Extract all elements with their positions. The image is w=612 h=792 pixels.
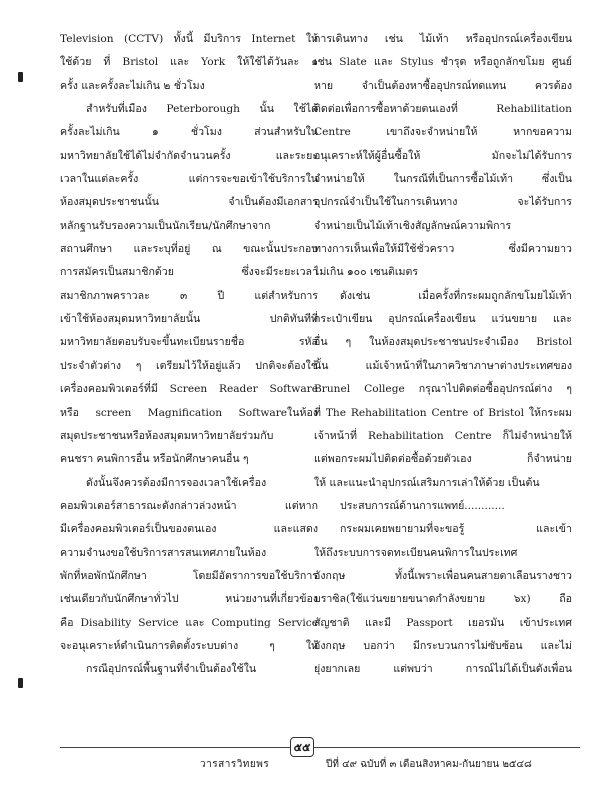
text-line: ประสบการณ์ด้านการแพทย์............ [340,499,505,512]
journal-title: วารสารวิทยพร [200,759,270,770]
text-line: กระผมเคยพยายามที่จะขอรู้ และเข้า [340,523,572,536]
text-line: สำหรับที่เมือง Peterborough นั้น ใช้ได้ [86,103,318,116]
text-line: จำหน่ายให้ ในกรณีที่เป็นการซื้อไม้เท้า ซึ่งเป็น [314,173,572,186]
margin-mark-bottom [18,678,23,688]
text-line: นั้น แม้เจ้าหน้าที่ในภาควิชาภาษาต่างประเทศของ [314,359,572,372]
text-line: ทางการเห็นเพื่อให้มีใช้ชั่วคราว ซึ่งมีความยาว [314,243,572,256]
footer-rule [60,747,580,748]
text-line: สมาชิกภาพคราวละ ๓ ปี แต่สำหรับการ [60,289,318,302]
right-column [314,28,572,682]
text-line: จะอนุเคราะห์ดำเนินการติดตั้งระบบต่าง ๆ ให้ [60,639,318,652]
text-line: Brunel College กรุณาไปติดต่อซื้ออุปกรณ์ต่าง ๆ [314,383,572,396]
text-line: สมุดประชาชนหรือห้องสมุดมหาวิทยาลัยร่วมกับ [60,429,274,442]
text-line: พักที่หอพักนักศึกษา โดยมีอัตราการขอใช้บริการ [60,569,318,582]
text-line: อื่น ๆ ในห้องสมุดประชาชนประจำเมือง Bristol [314,336,572,349]
text-line: ยุ่งยากเลย แต่พบว่า การณ์ไม่ได้เป็นดังเพื่อน [314,663,572,676]
text-line: ดังเช่น เมื่อครั้งที่กระผมถูกลักขโมยไม้เท้า [340,289,572,302]
text-line: แต่พอกระผมไปติดต่อซื้อด้วยตัวเอง ก็จำหน่าย [314,453,572,466]
text-line: อนุเคราะห์ให้ผู้อื่นซื้อให้ มักจะไม่ได้รับการ [314,149,572,162]
text-line: ความจำนงขอใช้บริการสารสนเทศภายในห้อง [60,546,267,559]
text-line: ให้ และแนะนำอุปกรณ์เสริมการเล่าให้ด้วย เป็นต้น [314,476,540,489]
left-column [60,28,318,682]
page-number: ๕๕ [290,737,314,757]
text-line: ประจำตัวต่าง ๆ เตรียมไว้ให้อยู่แล้ว ปกติจะต้องใช้ [60,359,318,372]
text-line: ครั้ง และครั้งละไม่เกิน ๒ ชั่วโมง [60,79,205,92]
text-line: คือ Disability Service และ Computing Service [60,616,318,629]
text-line: เช่นเดียวกับนักศึกษาทั่วไป หน่วยงานที่เกี่ยวข้อง [60,593,318,606]
text-line: เข้าใช้ห้องสมุดมหาวิทยาลัยนั้น ปกติทันทีที่ [60,313,318,326]
text-line: เครื่องคอมพิวเตอร์ที่มี Screen Reader Software [60,383,318,396]
text-line: หาย จำเป็นต้องหาซื้ออุปกรณ์ทดแทน ควรต้อง [314,79,572,92]
text-line: เวลาในแต่ละครั้ง แต่การจะขอเข้าใช้บริการใน [60,173,318,186]
text-line: อังกฤษ ทั้งนี้เพราะเพื่อนคนสายตาเลือนรางชาว [314,569,572,582]
text-line: ติดต่อเพื่อการซื้อหาด้วยตนเองที่ Rehabilitation [314,103,572,116]
text-line: กระเป๋าเขียน อุปกรณ์เครื่องเขียน แว่นขยาย และ [314,313,572,326]
text-line: มีเครื่องคอมพิวเตอร์เป็นของตนเอง และแสดง [60,523,318,536]
text-line: สถานศึกษา และระบุที่อยู่ ณ ขณะนั้นประกอบ [60,243,318,256]
issue-info: ปีที่ ๔๙ ฉบับที่ ๓ เดือนสิงหาคม-กันยายน ๒๕๔๘ [326,759,532,770]
text-line: การสมัครเป็นสมาชิกด้วย ซึ่งจะมีระยะเวลา [60,266,318,279]
text-line: ดังนั้นจึงควรต้องมีการจองเวลาใช้เครื่อง [86,476,267,489]
text-line: คอมพิวเตอร์สาธารณะดังกล่าวล่วงหน้า แต่หาก [60,499,318,512]
text-line: Centre เขาถึงจะจำหน่ายให้ หากขอความ [314,126,572,139]
text-line: ให้ถึงระบบการจดทะเบียนคนพิการในประเทศ [314,546,518,559]
text-line: ห้องสมุดประชาชนนั้น จำเป็นต้องมีเอกสาร [60,196,318,209]
margin-mark-top [18,72,23,82]
text-line: หรือ screen Magnification Softwareในห้อง [60,406,318,419]
text-line: กรณีอุปกรณ์พื้นฐานที่จำเป็นต้องใช้ใน [86,663,257,676]
text-line: มหาวิทยาลัยตอบรับจะขึ้นทะเบียนรายชื่อ รหัส [60,336,318,349]
text-line: ไม่เกิน ๑๐๐ เซนติเมตร [314,266,419,279]
text-line: เช่น Slate และ Stylus ชำรุด หรือถูกลักขโมย ศูนย์ [314,56,572,69]
text-line: ที่ The Rehabilitation Centre of Bristol ให้กระผม [314,406,572,419]
text-line: จำหน่ายเป็นไม้เท้าเชิงสัญลักษณ์ความพิการ [314,219,512,232]
text-line: มหาวิทยาลัยใช้ได้ไม่จำกัดจำนวนครั้ง และระยะ [60,149,318,162]
text-line: อุปกรณ์จำเป็นใช้ในการเดินทาง จะได้รับการ [314,196,572,209]
text-line: Television (CCTV) ทั้งนี้ มีบริการ Internet ให้ [60,33,318,45]
text-line: อังกฤษ บอกว่า มีกระบวนการไม่ซับซ้อน และไม่ [314,639,572,652]
text-line: คนชรา คนพิการอื่น หรือนักศึกษาคนอื่น ๆ [60,453,249,466]
text-line: สัญชาติ และมี Passport เยอรมัน เข้าประเทศ [314,616,572,629]
text-line: บราซิล(ใช้แว่นขยายขนาดกำลังขยาย ๖x) ถือ [314,593,572,606]
text-line: เจ้าหน้าที่ Rehabilitation Centre ก็ไม่จำหน่ายให้ [314,429,572,442]
text-line: หลักฐานรับรองความเป็นนักเรียน/นักศึกษาจาก [60,219,271,232]
text-line: ครั้งละไม่เกิน ๑ ชั่วโมง ส่วนสำหรับใน [60,126,318,139]
text-line: การเดินทาง เช่น ไม้เท้า หรืออุปกรณ์เครื่องเขียน [314,33,572,45]
text-line: ใช้ด้วย ที่ Bristol และ York ให้ใช้ได้วันละ ๑ [60,56,318,69]
